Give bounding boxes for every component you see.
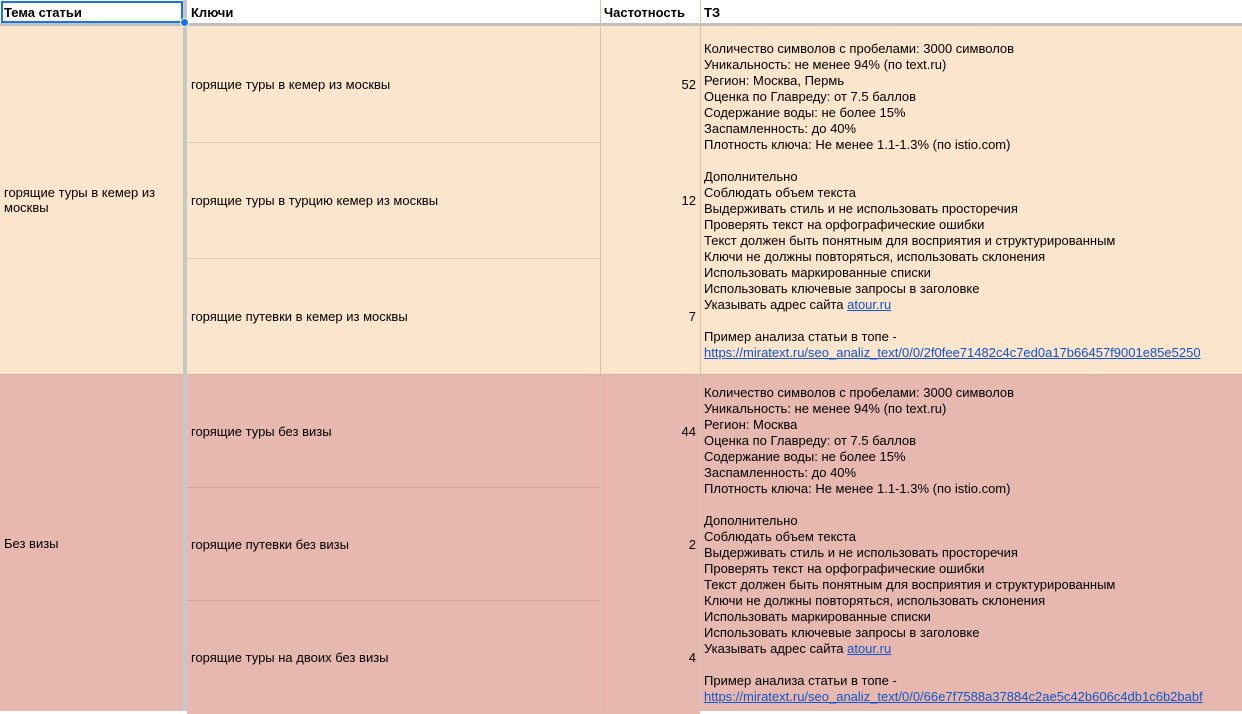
- tz-line: Количество символов с пробелами: 3000 символов: [704, 385, 1015, 400]
- topic-text: горящие туры в кемер из москвы: [4, 185, 156, 215]
- key-cell[interactable]: [187, 142, 601, 258]
- row-divider: [187, 258, 600, 259]
- key-text: горящие туры без визы: [191, 424, 332, 439]
- tz-line: Плотность ключа: Не менее 1.1-1.3% (по istio.com): [704, 137, 1011, 152]
- key-cell[interactable]: [187, 601, 601, 714]
- frequency-value: 7: [688, 308, 696, 324]
- site-link[interactable]: atour.ru: [847, 641, 892, 656]
- tz-line: Уникальность: не менее 94% (по text.ru): [704, 401, 947, 416]
- tz-line: Соблюдать объем текста: [704, 185, 856, 200]
- tz-site-prefix: Указывать адрес сайта: [704, 641, 848, 656]
- tz-line: Заспамленность: до 40%: [704, 121, 857, 136]
- key-text: горящие путевки в кемер из москвы: [191, 308, 408, 324]
- tz-text-block: [700, 41, 1242, 361]
- column-divider: [600, 0, 601, 711]
- tz-line: Уникальность: не менее 94% (по text.ru): [704, 57, 947, 72]
- tz-line: Проверять текст на орфографические ошибки: [704, 561, 985, 576]
- row-divider: [187, 600, 600, 601]
- header-cell-topic[interactable]: Тема статьи: [0, 0, 184, 24]
- tz-line: Оценка по Главреду: от 7.5 баллов: [704, 89, 917, 104]
- row-divider: [187, 487, 600, 488]
- tz-line: Содержание воды: не более 15%: [704, 449, 906, 464]
- key-text: горящие туры в кемер из москвы: [191, 76, 391, 92]
- tz-blank-line: [704, 153, 1238, 169]
- frequency-cell[interactable]: [600, 142, 700, 258]
- site-link[interactable]: atour.ru: [847, 297, 892, 312]
- tz-line: Дополнительно: [704, 169, 798, 184]
- key-text: горящие путевки без визы: [191, 537, 349, 552]
- frozen-column-divider[interactable]: [183, 0, 187, 711]
- tz-line: Проверять текст на орфографические ошибки: [704, 217, 985, 232]
- tz-line: Ключи не должны повторяться, использовать склонения: [704, 593, 1046, 608]
- selected-cell-outline: [1, 1, 183, 23]
- topic-text: Без визы: [4, 535, 59, 551]
- column-divider: [700, 0, 701, 711]
- tz-line: Количество символов с пробелами: 3000 символов: [704, 41, 1015, 56]
- tz-line: Регион: Москва, Пермь: [704, 73, 845, 88]
- topic-cell[interactable]: [0, 26, 183, 374]
- frequency-value: 2: [688, 537, 696, 552]
- tz-line: Регион: Москва: [704, 417, 798, 432]
- frequency-value: 12: [681, 192, 696, 208]
- tz-line: Дополнительно: [704, 513, 798, 528]
- frequency-cell[interactable]: [600, 375, 700, 488]
- tz-line: Выдерживать стиль и не использовать просторечия: [704, 201, 1018, 216]
- frequency-value: 4: [688, 650, 696, 665]
- tz-line: Соблюдать объем текста: [704, 529, 856, 544]
- key-cell[interactable]: [187, 375, 601, 488]
- header-cell-frequency[interactable]: Частотность: [600, 0, 701, 24]
- frequency-cell[interactable]: [600, 601, 700, 714]
- key-cell[interactable]: [187, 488, 601, 601]
- tz-line: Использовать ключевые запросы в заголовке: [704, 625, 980, 640]
- topic-cell[interactable]: [0, 375, 183, 711]
- tz-blank-line: [704, 497, 1238, 513]
- tz-line: Выдерживать стиль и не использовать просторечия: [704, 545, 1018, 560]
- fill-handle[interactable]: [180, 18, 189, 27]
- frequency-cell[interactable]: [600, 488, 700, 601]
- tz-line: Оценка по Главреду: от 7.5 баллов: [704, 433, 917, 448]
- tz-line: Использовать ключевые запросы в заголовке: [704, 281, 980, 296]
- tz-site-prefix: Указывать адрес сайта: [704, 297, 848, 312]
- tz-line: Содержание воды: не более 15%: [704, 105, 906, 120]
- key-text: горящие туры в турцию кемер из москвы: [191, 192, 439, 208]
- example-analysis-link[interactable]: https://miratext.ru/seo_analiz_text/0/0/2f0fee71482c4c7ed0a17b66457f9001e85e5250: [704, 345, 1201, 360]
- tz-text-block: [700, 385, 1242, 705]
- header-cell-keys[interactable]: Ключи: [187, 0, 601, 24]
- row-divider: [187, 142, 600, 143]
- frequency-cell[interactable]: [600, 258, 700, 374]
- frequency-cell[interactable]: [600, 26, 700, 142]
- tz-example-label: Пример анализа статьи в топе -: [704, 329, 897, 344]
- tz-line: Плотность ключа: Не менее 1.1-1.3% (по istio.com): [704, 481, 1011, 496]
- tz-example-label: Пример анализа статьи в топе -: [704, 673, 897, 688]
- tz-site-line: [704, 297, 1238, 313]
- key-cell[interactable]: [187, 258, 601, 374]
- tz-blank-line: [704, 657, 1238, 673]
- tz-line: Ключи не должны повторяться, использовать склонения: [704, 249, 1046, 264]
- frequency-value: 52: [681, 76, 696, 92]
- tz-blank-line: [704, 313, 1238, 329]
- key-text: горящие туры на двоих без визы: [191, 650, 389, 665]
- frequency-value: 44: [681, 424, 696, 439]
- tz-line: Заспамленность: до 40%: [704, 465, 857, 480]
- key-cell[interactable]: [187, 26, 601, 142]
- tz-line: Текст должен быть понятным для восприятия и структурированным: [704, 577, 1116, 592]
- tz-example-line: [704, 345, 1238, 361]
- tz-site-line: [704, 641, 1238, 657]
- header-cell-tz[interactable]: ТЗ: [700, 0, 1242, 24]
- example-analysis-link[interactable]: https://miratext.ru/seo_analiz_text/0/0/66e7f7588a37884c2ae5c42b606c4db1c6b2babf: [704, 689, 1203, 704]
- tz-line: Использовать маркированные списки: [704, 265, 931, 280]
- tz-example-line: [704, 689, 1238, 705]
- tz-line: Текст должен быть понятным для восприятия и структурированным: [704, 233, 1116, 248]
- tz-line: Использовать маркированные списки: [704, 609, 931, 624]
